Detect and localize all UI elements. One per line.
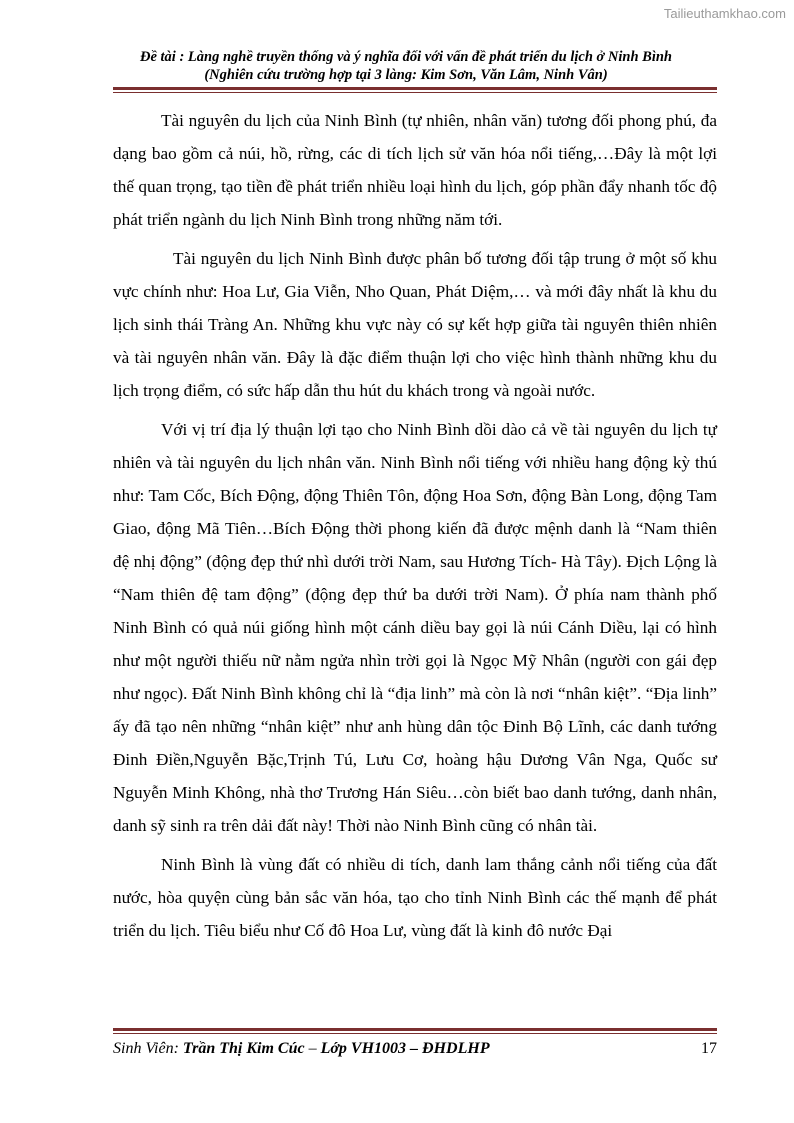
footer-divider-thin <box>113 1033 717 1034</box>
watermark-text: Tailieuthamkhao.com <box>663 6 786 21</box>
body-text <box>113 104 717 953</box>
page-number: 17 <box>701 1040 717 1057</box>
header-divider <box>113 87 717 90</box>
paragraph: Tài nguyên du lịch của Ninh Bình (tự nhiên, nhân văn) tương đối phong phú, đa dạng bao gồm cả núi, hồ, rừng, các di tích lịch sử văn hóa nổi tiếng,…Đây là một lợi thế quan trọng, tạo tiền đề phát triển nhiều loại hình du lịch, góp phần đẩy nhanh tốc độ phát triển ngành du lịch Ninh Bình trong những năm tới. <box>113 111 717 229</box>
footer-prefix: Sinh Viên: <box>113 1040 183 1057</box>
page-footer <box>113 1040 717 1058</box>
header-title-line: Đề tài : Làng nghề truyền thống và ý nghĩa đối với vấn đề phát triển du lịch ở Ninh Bình <box>140 49 672 65</box>
footer-separator: – <box>304 1040 321 1057</box>
footer-divider <box>113 1028 717 1031</box>
paragraph: Với vị trí địa lý thuận lợi tạo cho Ninh Bình dồi dào cả về tài nguyên du lịch tự nhiên và tài nguyên du lịch nhân văn. Ninh Bình nổi tiếng với nhiều hang động kỳ thú như: Tam Cốc, Bích Động, động Thiên Tôn, động Hoa Sơn, động Bàn Long, động Tam Giao, động Mã Tiên…Bích Động thời phong kiến đã được mệnh danh là “Nam thiên đệ nhị động” (động đẹp thứ nhì dưới trời Nam, sau Hương Tích- Hà Tây). Địch Lộng là “Nam thiên đệ tam động” (động đẹp thứ ba dưới trời Nam). Ở phía nam thành phố Ninh Bình có quả núi giống hình một cánh diều bay gọi là núi Cánh Diều, lại có hình như một người thiếu nữ nằm ngửa nhìn trời gọi là Ngọc Mỹ Nhân (người con gái đẹp như ngọc). Đất Ninh Bình không chỉ là “địa linh” mà còn là nơi “nhân kiệt”. “Địa linh” ấy đã tạo nên những “nhân kiệt” như anh hùng dân tộc Đinh Bộ Lĩnh, các danh tướng Đinh Điền,Nguyễn Bặc,Trịnh Tú, Lưu Cơ, hoàng hậu Dương Vân Nga, Quốc sư Nguyễn Minh Không, nhà thơ Trương Hán Siêu…còn biết bao danh tướng, danh nhân, danh sỹ sinh ra trên dải đất này! Thời nào Ninh Bình cũng có nhân tài. <box>113 420 717 835</box>
footer-class-info: Lớp VH1003 – ĐHDLHP <box>320 1040 490 1057</box>
paragraph: Tài nguyên du lịch Ninh Bình được phân bố tương đối tập trung ở một số khu vực chính như: Hoa Lư, Gia Viễn, Nho Quan, Phát Diệm,… và mới đây nhất là khu du lịch sinh thái Tràng An. Những khu vực này có sự kết hợp giữa tài nguyên thiên nhiên và tài nguyên nhân văn. Đây là đặc điểm thuận lợi cho việc hình thành những khu du lịch trọng điểm, có sức hấp dẫn thu hút du khách trong và ngoài nước. <box>113 249 717 400</box>
footer-author: Trần Thị Kim Cúc <box>182 1040 305 1057</box>
header-divider-thin <box>113 92 717 93</box>
header-subtitle-line: (Nghiên cứu trường hợp tại 3 làng: Kim Sơn, Văn Lâm, Ninh Vân) <box>204 67 608 83</box>
page-header <box>100 48 712 84</box>
paragraph: Ninh Bình là vùng đất có nhiều di tích, danh lam thắng cảnh nổi tiếng của đất nước, hòa quyện cùng bản sắc văn hóa, tạo cho tỉnh Ninh Bình các thế mạnh để phát triển du lịch. Tiêu biểu như Cố đô Hoa Lư, vùng đất là kinh đô nước Đại <box>113 855 717 940</box>
